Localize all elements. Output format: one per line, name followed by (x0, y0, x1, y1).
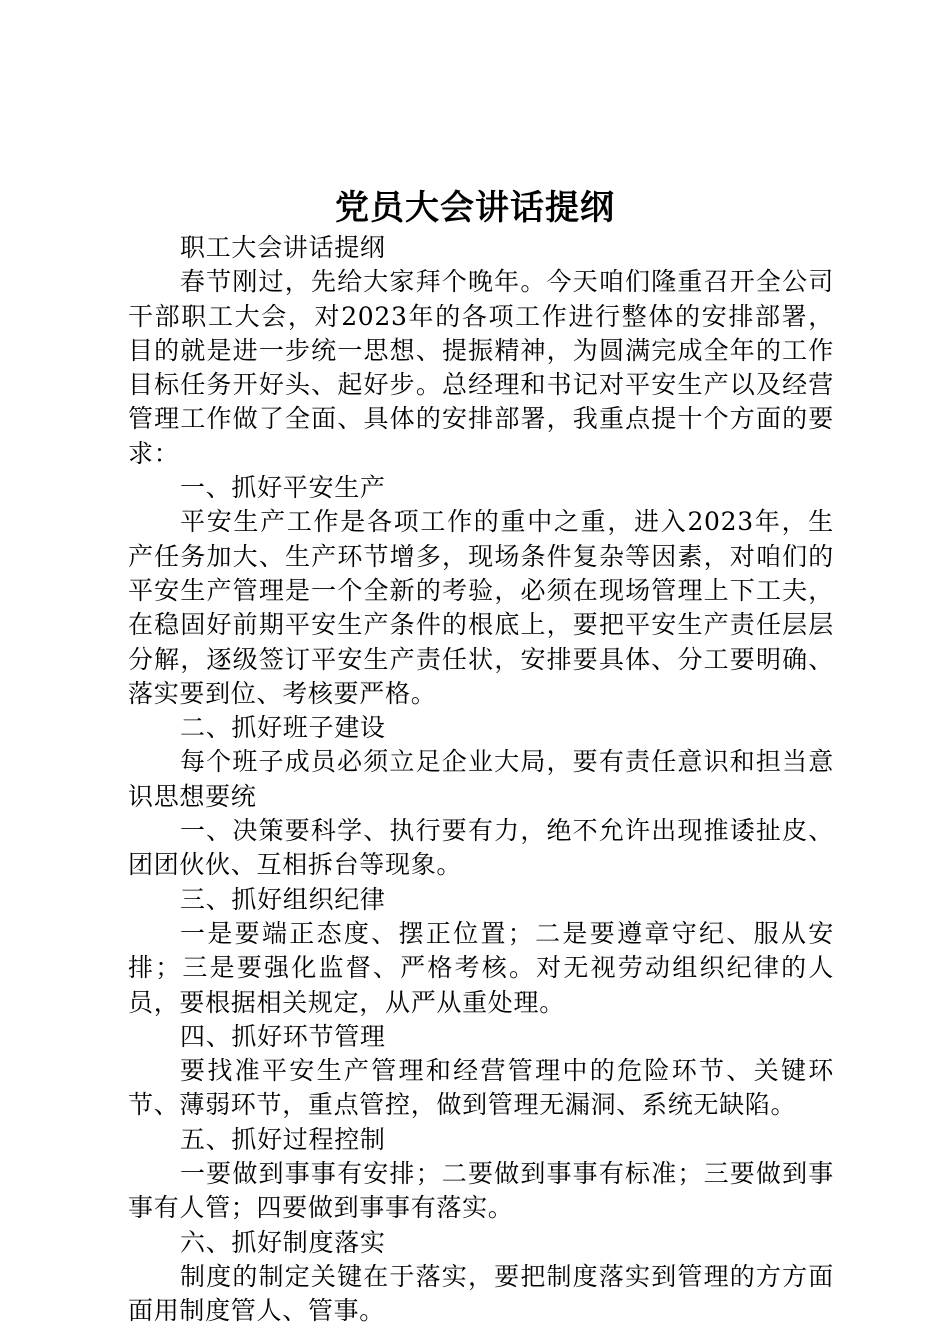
section-heading-5: 五、抓好过程控制 (180, 1124, 386, 1154)
section-heading-3: 三、抓好组织纪律 (180, 884, 386, 914)
section-heading-1: 一、抓好平安生产 (180, 473, 386, 503)
intro-paragraph: 春节刚过，先给大家拜个晚年。今天咱们隆重召开全公司干部职工大会，对2023年的各项工作进行整体的安排部署，目的就是进一步统一思想、提振精神，为圆满完成全年的工作目标任务开好头、起好步。总经理和书记对平安生产以及经营管理工作做了全面、具体的安排部署，我重点提十个方面的要求： (128, 267, 834, 468)
subtitle-line: 职工大会讲话提纲 (180, 233, 386, 262)
document-title: 党员大会讲话提纲 (335, 188, 615, 228)
section-paragraph-2b: 一、决策要科学、执行要有力，绝不允许出现推诿扯皮、团团伙伙、互相拆台等现象。 (128, 816, 834, 880)
section-heading-4: 四、抓好环节管理 (180, 1021, 386, 1051)
document-body (128, 231, 834, 1329)
section-paragraph-2a: 每个班子成员必须立足企业大局，要有责任意识和担当意识思想要统 (128, 747, 834, 811)
section-heading-6: 六、抓好制度落实 (180, 1227, 386, 1257)
section-paragraph-4: 要找准平安生产管理和经营管理中的危险环节、关键环节、薄弱环节，重点管控，做到管理无漏洞、系统无缺陷。 (128, 1056, 834, 1120)
section-heading-2: 二、抓好班子建设 (180, 713, 386, 743)
section-paragraph-5: 一要做到事事有安排；二要做到事事有标准；三要做到事事有人管；四要做到事事有落实。 (128, 1159, 834, 1223)
section-paragraph-3: 一是要端正态度、摆正位置；二是要遵章守纪、服从安排；三是要强化监督、严格考核。对无视劳动组织纪律的人员，要根据相关规定，从严从重处理。 (128, 918, 834, 1017)
section-paragraph-1: 平安生产工作是各项工作的重中之重，进入2023年，生产任务加大、生产环节增多，现场条件复杂等因素，对咱们的平安生产管理是一个全新的考验，必须在现场管理上下工夫，在稳固好前期平安生产条件的根底上，要把平安生产责任层层分解，逐级签订平安生产责任状，安排要具体、分工要明确、落实要到位、考核要严格。 (128, 507, 834, 708)
section-paragraph-6: 制度的制定关键在于落实，要把制度落实到管理的方方面面用制度管人、管事。 (128, 1261, 834, 1326)
